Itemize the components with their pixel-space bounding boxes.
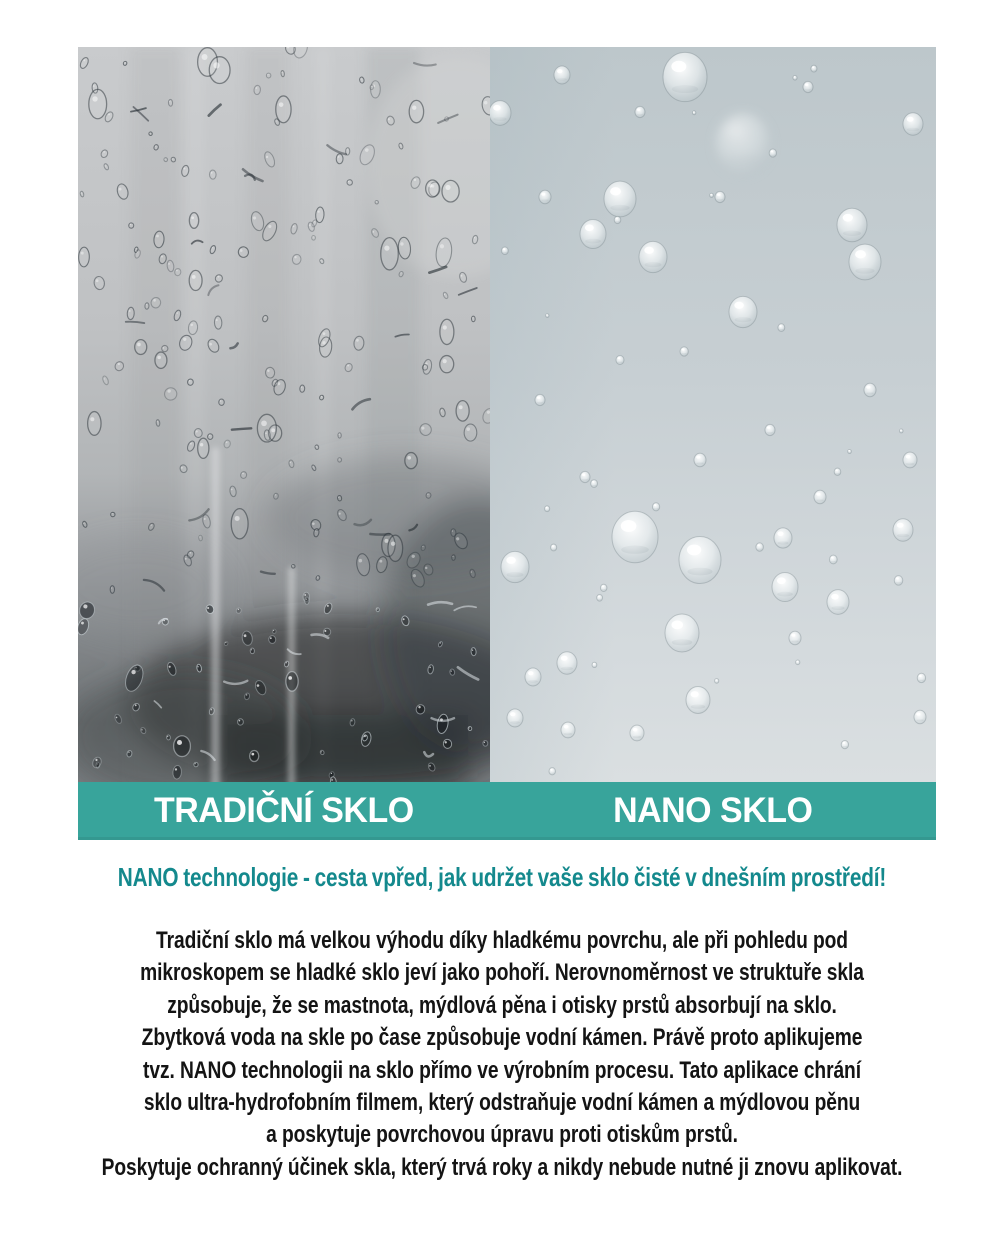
- description-line: tvz. NANO technologii na sklo přímo ve výrobním procesu. Tato aplikace chrání: [143, 1056, 861, 1084]
- traditional-glass-label: TRADIČNÍ SKLO: [154, 791, 414, 830]
- description-line: a poskytuje povrchovou úpravu proti otiskům prstů.: [266, 1121, 738, 1149]
- description: [100, 925, 903, 1184]
- headline: NANO technologie - cesta vpřed, jak udržet vaše sklo čisté v dnešním prostředí!: [117, 862, 887, 892]
- description-line: Tradiční sklo má velkou výhodu díky hladkému povrchu, ale při pohledu pod: [156, 927, 848, 954]
- nano-glass-label: NANO SKLO: [613, 791, 813, 830]
- description-line: sklo ultra-hydrofobním filmem, který odstraňuje vodní kámen a mýdlovou pěnu: [143, 1088, 861, 1116]
- description-line: Zbytková voda na skle po čase způsobuje vodní kámen. Právě proto aplikujeme: [141, 1024, 863, 1052]
- description-line: způsobuje, že se mastnota, mýdlová pěna i otisky prstů absorbují na sklo.: [167, 991, 837, 1019]
- traditional-glass-photo: [78, 47, 490, 782]
- description-line: Poskytuje ochranný účinek skla, který trvá roky a nikdy nebude nutné ji znovu aplikovat.: [101, 1153, 903, 1181]
- nano-glass-photo: [490, 47, 936, 782]
- description-line: mikroskopem se hladké sklo jeví jako pohoří. Nerovnoměrnost ve struktuře skla: [140, 959, 864, 987]
- comparison-banner: [78, 782, 936, 840]
- glass-comparison: [78, 47, 936, 840]
